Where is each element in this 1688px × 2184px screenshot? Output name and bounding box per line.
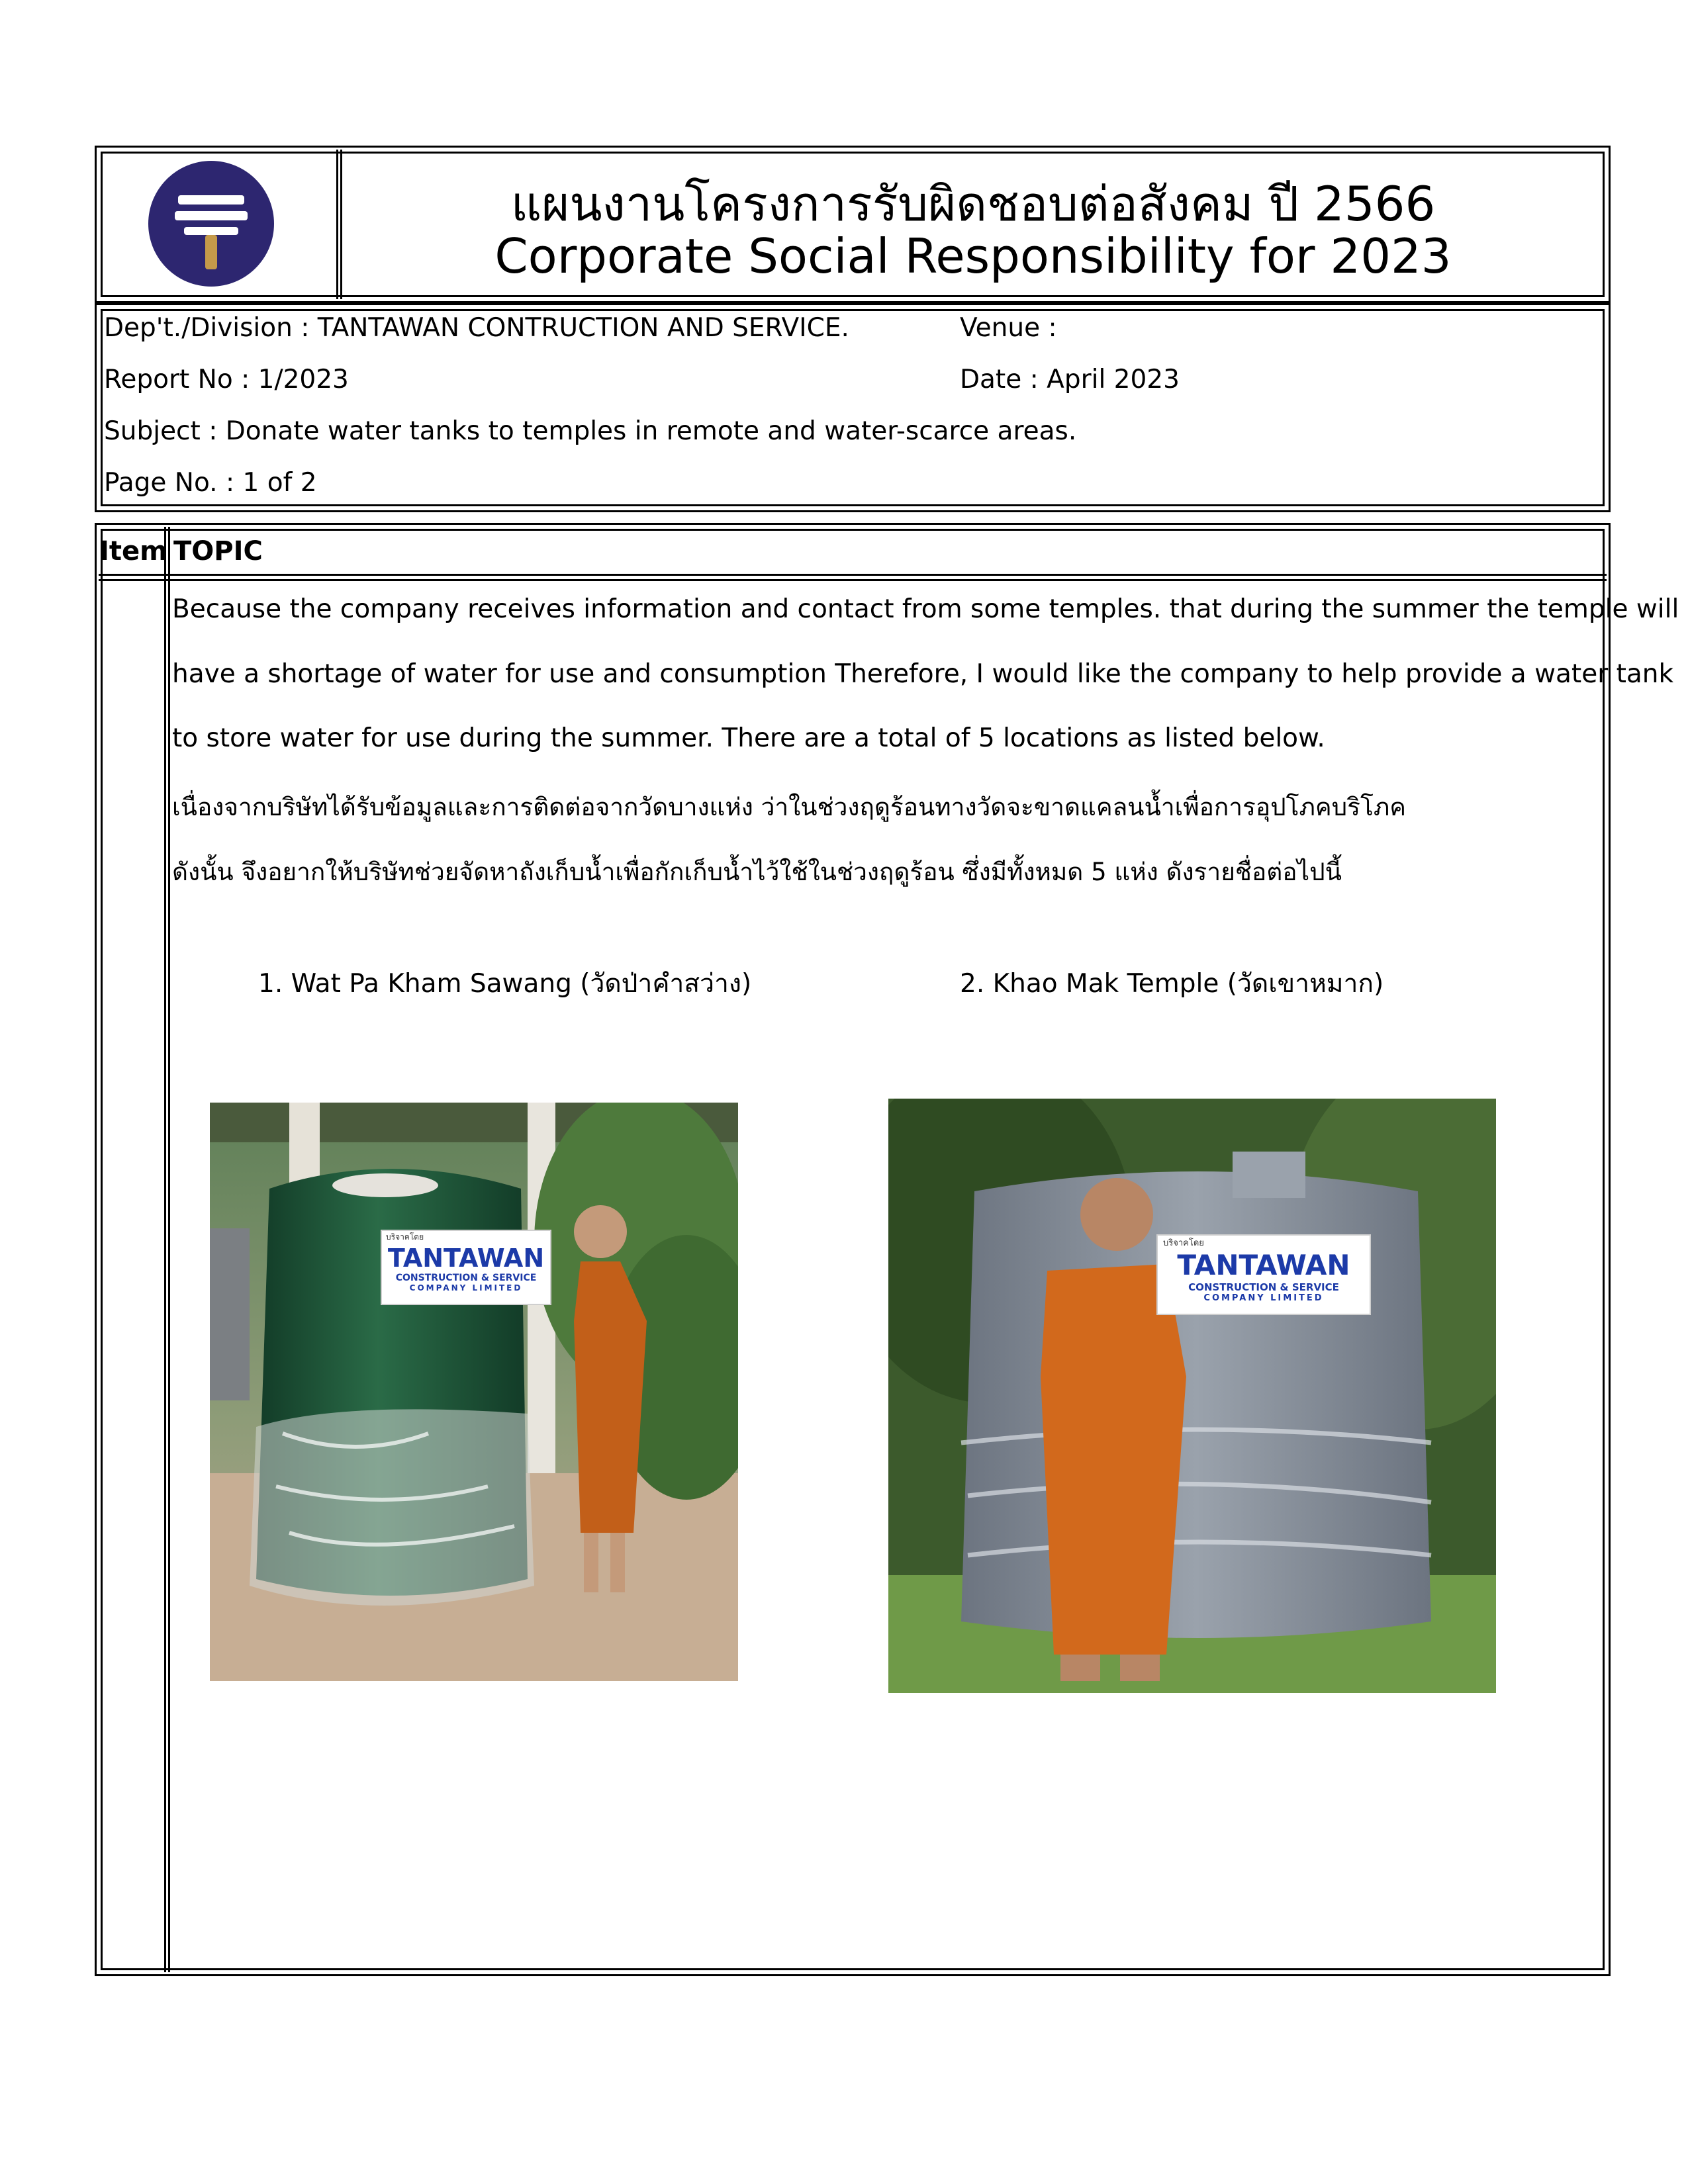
division-field: Dep't./Division : TANTAWAN CONTRUCTION AND SERVICE. [104,313,849,343]
photo-wat-pa-kham-sawang [210,1103,738,1681]
photo-khao-mak-temple [888,1099,1496,1693]
sign-small-text: บริจาคโดย [386,1232,424,1242]
column-header-item: Item [99,536,167,567]
photo-2-illustration [888,1099,1496,1693]
subject-field: Subject : Donate water tanks to temples in remote and water-scarce areas. [104,416,1077,446]
sign-brand: TANTAWAN [387,1244,545,1273]
sign-line-1: CONSTRUCTION & SERVICE [395,1273,537,1283]
company-logo [148,161,274,287]
sign-line-1: CONSTRUCTION & SERVICE [1188,1281,1339,1293]
location-label-1: 1. Wat Pa Kham Sawang (วัดป่าคำสว่าง) [258,969,752,999]
table-header-divider [99,574,1607,576]
body-text-th-line-2: ดังนั้น จึงอยากให้บริษัทช่วยจัดหาถังเก็บน้ำเพื่อกักเก็บน้ำไว้ใช้ในช่วงฤดูร้อน ซึ่งมีทั้งหมด 5 แห่ง ดังรายชื่อต่อไปนี้ [172,858,1342,886]
donor-sign [1156,1234,1371,1315]
body-text-en-line-2: have a shortage of water for use and consumption Therefore, I would like the company to help provide a water tank [172,659,1674,689]
page-no-field: Page No. : 1 of 2 [104,468,317,498]
body-text-en-line-1: Because the company receives information and contact from some temples. that during the summer the temple will [172,594,1679,624]
sign-line-2: COMPANY LIMITED [1203,1293,1324,1303]
date-field: Date : April 2023 [960,365,1180,394]
sign-brand: TANTAWAN [1177,1249,1350,1281]
photo-1-illustration [210,1103,738,1681]
sign-line-2: COMPANY LIMITED [409,1283,523,1293]
item-column-divider [168,527,170,1972]
item-column-divider [164,527,166,1972]
page-title-thai: แผนงานโครงการรับผิดชอบต่อสังคม ปี 2566 [510,176,1436,232]
column-header-topic: TOPIC [173,536,263,567]
sign-small-text: บริจาคโดย [1163,1238,1204,1248]
report-no-field: Report No : 1/2023 [104,365,349,394]
donor-sign [381,1230,551,1305]
page-title-english: Corporate Social Responsibility for 2023 [494,228,1452,284]
header-divider [336,150,338,299]
body-text-th-line-1: เนื่องจากบริษัทได้รับข้อมูลและการติดต่อจากวัดบางแห่ง ว่าในช่วงฤดูร้อนทางวัดจะขาดแคลนน้ำเพื่อการอุปโภคบริโภค [172,793,1407,821]
venue-field: Venue : [960,313,1057,343]
table-header-divider [99,579,1607,581]
location-label-2: 2. Khao Mak Temple (วัดเขาหมาก) [960,969,1384,999]
body-text-en-line-3: to store water for use during the summer. There are a total of 5 locations as listed below. [172,723,1325,753]
